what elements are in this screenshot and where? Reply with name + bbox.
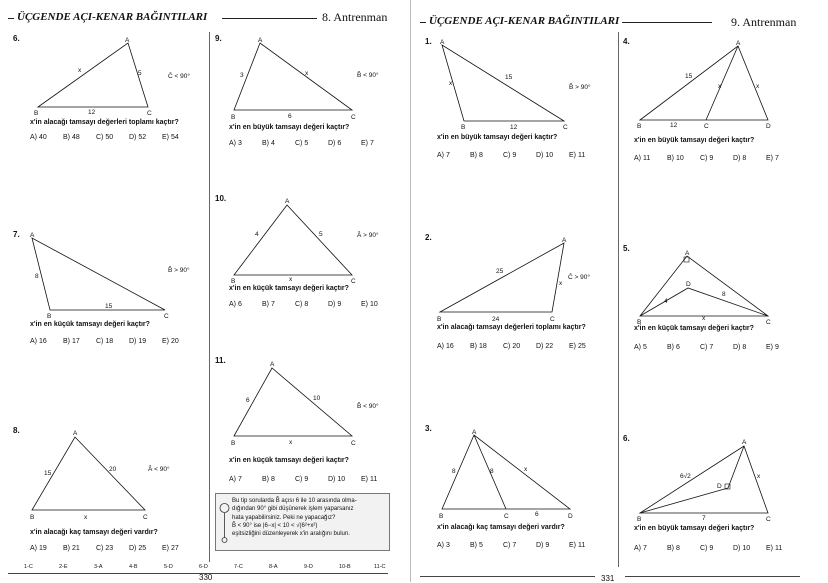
answer-choices: [229, 140, 394, 147]
answer-key: [24, 564, 409, 570]
answer-a[interactable]: A) 3: [437, 542, 450, 549]
answer-d[interactable]: D) 19: [129, 338, 147, 345]
question-text: x'in alacağı tamsayı değerleri toplamı kaçtır?: [30, 119, 179, 126]
svg-text:20: 20: [109, 466, 117, 473]
svg-text:D: D: [686, 281, 691, 288]
right-header-title: ÜÇGENDE AÇI-KENAR BAĞINTILARI: [429, 15, 620, 27]
answer-key-item: 11-C: [374, 564, 386, 570]
svg-text:12: 12: [670, 122, 678, 128]
svg-text:x: x: [559, 280, 563, 287]
answer-choices: [437, 152, 602, 159]
svg-text:A: A: [30, 232, 35, 239]
triangle-figure: [432, 235, 617, 327]
svg-text:4: 4: [664, 298, 668, 305]
answer-e[interactable]: E) 7: [361, 140, 374, 147]
svg-text:C: C: [143, 514, 148, 521]
hint-box: [215, 493, 390, 551]
answer-d[interactable]: D) 25: [129, 545, 147, 552]
answer-c[interactable]: C) 7: [700, 344, 714, 351]
problem-number: 5.: [623, 244, 630, 253]
svg-text:8: 8: [35, 273, 39, 280]
svg-text:24: 24: [492, 316, 500, 323]
answer-choices: [30, 545, 195, 552]
answer-a[interactable]: A) 7: [437, 152, 450, 159]
answer-key-item: 8-A: [269, 564, 278, 570]
answer-b[interactable]: B) 10: [667, 155, 684, 162]
answer-e[interactable]: E) 10: [361, 301, 378, 308]
answer-e[interactable]: E) 9: [766, 344, 779, 351]
answer-d[interactable]: D) 8: [733, 155, 747, 162]
answer-c[interactable]: C) 9: [295, 476, 309, 483]
svg-text:C: C: [164, 313, 169, 320]
svg-text:5: 5: [319, 231, 323, 238]
footer-rule: [420, 576, 595, 577]
answer-b[interactable]: B) 17: [63, 338, 80, 345]
answer-c[interactable]: C) 7: [503, 542, 517, 549]
question-text: x'in alacağı tamsayı değerleri toplamı kaçtır?: [437, 324, 586, 331]
svg-text:A: A: [258, 37, 263, 44]
svg-text:12: 12: [88, 109, 96, 116]
question-text: x'in en büyük tamsayı değeri kaçtır?: [229, 124, 350, 131]
lightbulb-icon: [219, 500, 230, 544]
header-rule: [622, 22, 712, 23]
svg-text:B: B: [47, 313, 52, 320]
answer-b[interactable]: B) 21: [63, 545, 80, 552]
answer-key-item: 9-D: [304, 564, 313, 570]
svg-text:D: D: [766, 123, 771, 128]
problem-number: 9.: [215, 34, 222, 43]
svg-text:Ĉ < 90°: Ĉ < 90°: [168, 73, 190, 80]
answer-c[interactable]: C) 5: [295, 140, 309, 147]
answer-b[interactable]: B) 8: [667, 545, 680, 552]
svg-text:6: 6: [535, 511, 539, 518]
answer-b[interactable]: B) 5: [470, 542, 483, 549]
answer-b[interactable]: B) 6: [667, 344, 680, 351]
svg-text:C: C: [766, 319, 771, 326]
svg-text:15: 15: [105, 303, 113, 310]
answer-d[interactable]: D) 9: [536, 542, 550, 549]
problem-number: 10.: [215, 194, 227, 203]
answer-a[interactable]: A) 6: [229, 301, 242, 308]
svg-text:B: B: [437, 316, 442, 323]
svg-text:A: A: [736, 40, 741, 47]
triangle-figure: [20, 427, 210, 522]
triangle-figure: [222, 195, 407, 285]
page-number: 331: [601, 574, 615, 583]
svg-text:8: 8: [490, 468, 494, 475]
problem-number: 4.: [623, 37, 630, 46]
svg-text:B: B: [461, 124, 466, 131]
svg-text:C: C: [766, 516, 771, 522]
svg-text:A: A: [73, 430, 78, 437]
svg-text:6: 6: [246, 397, 250, 404]
svg-text:8: 8: [452, 468, 456, 475]
answer-a[interactable]: A) 40: [30, 134, 47, 141]
svg-text:C: C: [504, 513, 509, 519]
svg-text:D: D: [717, 483, 722, 490]
answer-d[interactable]: D) 52: [129, 134, 147, 141]
answer-d[interactable]: D) 10: [536, 152, 554, 159]
question-text: x'in en büyük tamsayı değeri kaçtır?: [634, 525, 755, 532]
svg-text:B: B: [637, 516, 642, 522]
answer-a[interactable]: A) 3: [229, 140, 242, 147]
answer-a[interactable]: A) 7: [229, 476, 242, 483]
answer-d[interactable]: D) 10: [328, 476, 346, 483]
svg-text:B: B: [231, 440, 236, 447]
svg-text:6: 6: [288, 113, 292, 120]
svg-text:x: x: [449, 80, 453, 87]
svg-text:C: C: [351, 440, 356, 447]
svg-text:B: B: [30, 514, 35, 521]
svg-text:C: C: [563, 124, 568, 131]
answer-d[interactable]: D) 9: [328, 301, 342, 308]
svg-text:x: x: [305, 70, 309, 77]
svg-text:C: C: [147, 110, 152, 117]
svg-text:B̂ > 90°: B̂ > 90°: [168, 267, 190, 274]
svg-text:8: 8: [722, 291, 726, 298]
svg-text:3: 3: [240, 72, 244, 79]
answer-e[interactable]: E) 11: [569, 152, 586, 159]
question-text: x'in en küçük tamsayı değeri kaçtır?: [229, 285, 349, 292]
answer-b[interactable]: B) 4: [262, 140, 275, 147]
svg-text:B: B: [637, 319, 642, 326]
answer-e[interactable]: E) 20: [162, 338, 179, 345]
header-rule: [222, 18, 317, 19]
svg-text:Â > 90°: Â > 90°: [357, 232, 379, 239]
svg-text:x: x: [78, 67, 82, 74]
answer-choices: [634, 545, 799, 552]
svg-text:A: A: [125, 37, 130, 44]
svg-text:15: 15: [505, 74, 513, 81]
answer-e[interactable]: E) 11: [766, 545, 783, 552]
answer-key-item: 5-D: [164, 564, 173, 570]
footer-rule: [8, 573, 388, 574]
answer-d[interactable]: D) 8: [733, 344, 747, 351]
problem-number: 11.: [215, 356, 226, 365]
svg-text:B: B: [231, 114, 236, 120]
answer-key-item: 6-D: [199, 564, 208, 570]
answer-a[interactable]: A) 5: [634, 344, 647, 351]
answer-key-item: 7-C: [234, 564, 243, 570]
answer-c[interactable]: C) 23: [96, 545, 114, 552]
svg-text:D: D: [568, 513, 573, 519]
question-text: x'in en küçük tamsayı değeri kaçtır?: [30, 321, 150, 328]
column-divider: [618, 32, 619, 567]
problem-number: 6.: [13, 34, 20, 43]
answer-c[interactable]: C) 9: [503, 152, 517, 159]
svg-text:x: x: [718, 83, 722, 90]
triangle-figure: [630, 436, 815, 522]
answer-b[interactable]: B) 8: [470, 152, 483, 159]
triangle-figure: [630, 248, 815, 326]
answer-c[interactable]: C) 20: [503, 343, 521, 350]
answer-e[interactable]: E) 54: [162, 134, 179, 141]
triangle-figure: [20, 35, 210, 120]
answer-a[interactable]: A) 16: [30, 338, 47, 345]
triangle-figure: [432, 37, 617, 132]
svg-text:25: 25: [496, 268, 504, 275]
answer-d[interactable]: D) 6: [328, 140, 342, 147]
svg-text:x: x: [702, 315, 706, 322]
answer-a[interactable]: A) 16: [437, 343, 454, 350]
hint-line: dığından 90° gibi düşünerek işlem yaparsanız: [232, 506, 354, 513]
hint-line: eşitsizliğini düzenleyerek x'in aralığını bulun.: [232, 531, 350, 538]
answer-d[interactable]: D) 10: [733, 545, 751, 552]
answer-key-item: 3-A: [94, 564, 103, 570]
svg-text:A: A: [472, 429, 477, 436]
triangle-figure: [432, 427, 617, 519]
problem-number: 1.: [425, 37, 432, 46]
svg-text:A: A: [285, 198, 290, 205]
answer-key-item: 4-B: [129, 564, 138, 570]
hint-line: B̂ < 90° ise |6−x| < 10 < √(6²+x²): [232, 522, 318, 529]
problem-number: 7.: [13, 230, 20, 239]
triangle-figure: [222, 35, 407, 120]
answer-e[interactable]: E) 11: [361, 476, 378, 483]
svg-text:A: A: [685, 250, 690, 257]
footer-rule: [625, 576, 800, 577]
svg-text:B: B: [34, 110, 39, 117]
svg-text:B: B: [231, 278, 236, 285]
svg-text:x: x: [289, 276, 293, 283]
svg-text:C: C: [351, 278, 356, 285]
svg-text:x: x: [524, 466, 528, 473]
svg-text:A: A: [270, 361, 275, 368]
svg-text:C: C: [351, 114, 356, 120]
page-number: 330: [199, 573, 213, 582]
svg-text:4: 4: [255, 231, 259, 238]
svg-text:x: x: [84, 514, 88, 521]
problem-number: 2.: [425, 233, 432, 242]
svg-text:A: A: [742, 439, 747, 446]
svg-text:15: 15: [685, 73, 693, 80]
hint-line: hata yapabilirsiniz. Peki ne yapacağız?: [232, 514, 336, 521]
question-text: x'in alacağı kaç tamsayı değeri vardır?: [30, 529, 158, 536]
svg-text:5: 5: [138, 70, 142, 77]
svg-text:B̂ > 90°: B̂ > 90°: [569, 84, 591, 91]
answer-choices: [634, 344, 799, 351]
answer-c[interactable]: C) 18: [96, 338, 114, 345]
question-text: x'in en büyük tamsayı değeri kaçtır?: [437, 134, 558, 141]
svg-text:Ĉ > 90°: Ĉ > 90°: [568, 274, 590, 281]
triangle-figure: [630, 38, 815, 128]
answer-c[interactable]: C) 9: [700, 155, 714, 162]
answer-a[interactable]: A) 7: [634, 545, 647, 552]
answer-e[interactable]: E) 27: [162, 545, 179, 552]
svg-text:B̂ < 90°: B̂ < 90°: [357, 72, 379, 79]
triangle-figure: [222, 358, 407, 453]
question-text: x'in en küçük tamsayı değeri kaçtır?: [229, 457, 349, 464]
svg-text:C: C: [550, 316, 555, 323]
svg-text:B: B: [637, 123, 642, 128]
problem-number: 8.: [13, 426, 20, 435]
answer-b[interactable]: B) 7: [262, 301, 275, 308]
svg-text:x: x: [756, 83, 760, 90]
left-header-number: 8. Antrenman: [322, 10, 388, 24]
page-gutter: [410, 0, 411, 582]
question-text: x'in en büyük tamsayı değeri kaçtır?: [634, 137, 755, 144]
problem-number: 6.: [623, 434, 630, 443]
answer-e[interactable]: E) 25: [569, 343, 586, 350]
svg-text:7: 7: [702, 515, 706, 522]
svg-text:15: 15: [44, 470, 52, 477]
answer-choices: [229, 301, 394, 308]
answer-choices: [229, 476, 394, 483]
header-rule: [420, 22, 426, 23]
answer-a[interactable]: A) 19: [30, 545, 47, 552]
svg-text:C: C: [704, 123, 709, 128]
answer-choices: [30, 134, 195, 141]
answer-key-item: 1-C: [24, 564, 33, 570]
answer-c[interactable]: C) 9: [700, 545, 714, 552]
answer-b[interactable]: B) 8: [262, 476, 275, 483]
answer-choices: [30, 338, 195, 345]
svg-text:A: A: [440, 39, 445, 46]
question-text: x'in en küçük tamsayı değeri kaçtır?: [634, 325, 754, 332]
answer-choices: [437, 542, 602, 549]
answer-a[interactable]: A) 11: [634, 155, 651, 162]
answer-b[interactable]: B) 48: [63, 134, 80, 141]
answer-c[interactable]: C) 8: [295, 301, 309, 308]
svg-text:12: 12: [510, 124, 518, 131]
answer-d[interactable]: D) 22: [536, 343, 554, 350]
triangle-figure: [20, 230, 210, 320]
svg-text:B: B: [439, 513, 444, 519]
answer-choices: [437, 343, 602, 350]
answer-e[interactable]: E) 11: [569, 542, 586, 549]
answer-e[interactable]: E) 7: [766, 155, 779, 162]
question-text: x'in alacağı kaç tamsayı değeri vardır?: [437, 524, 565, 531]
left-header-title: ÜÇGENDE AÇI-KENAR BAĞINTILARI: [17, 11, 208, 23]
svg-text:Â < 90°: Â < 90°: [148, 466, 170, 473]
svg-text:B̂ < 90°: B̂ < 90°: [357, 403, 379, 410]
answer-choices: [634, 155, 799, 162]
hint-line: Bu tip sorularda B̂ açısı 6 ile 10 arasında olma-: [232, 498, 357, 504]
problem-number: 3.: [425, 424, 432, 433]
answer-c[interactable]: C) 50: [96, 134, 114, 141]
header-rule: [8, 18, 14, 19]
right-header-number: 9. Antrenman: [731, 15, 797, 29]
svg-text:10: 10: [313, 395, 321, 402]
svg-text:x: x: [757, 473, 761, 480]
answer-b[interactable]: B) 18: [470, 343, 487, 350]
svg-text:A: A: [562, 237, 567, 244]
answer-key-item: 2-E: [59, 564, 68, 570]
svg-text:6√2: 6√2: [680, 473, 691, 480]
answer-key-item: 10-B: [339, 564, 351, 570]
svg-text:x: x: [289, 439, 293, 446]
